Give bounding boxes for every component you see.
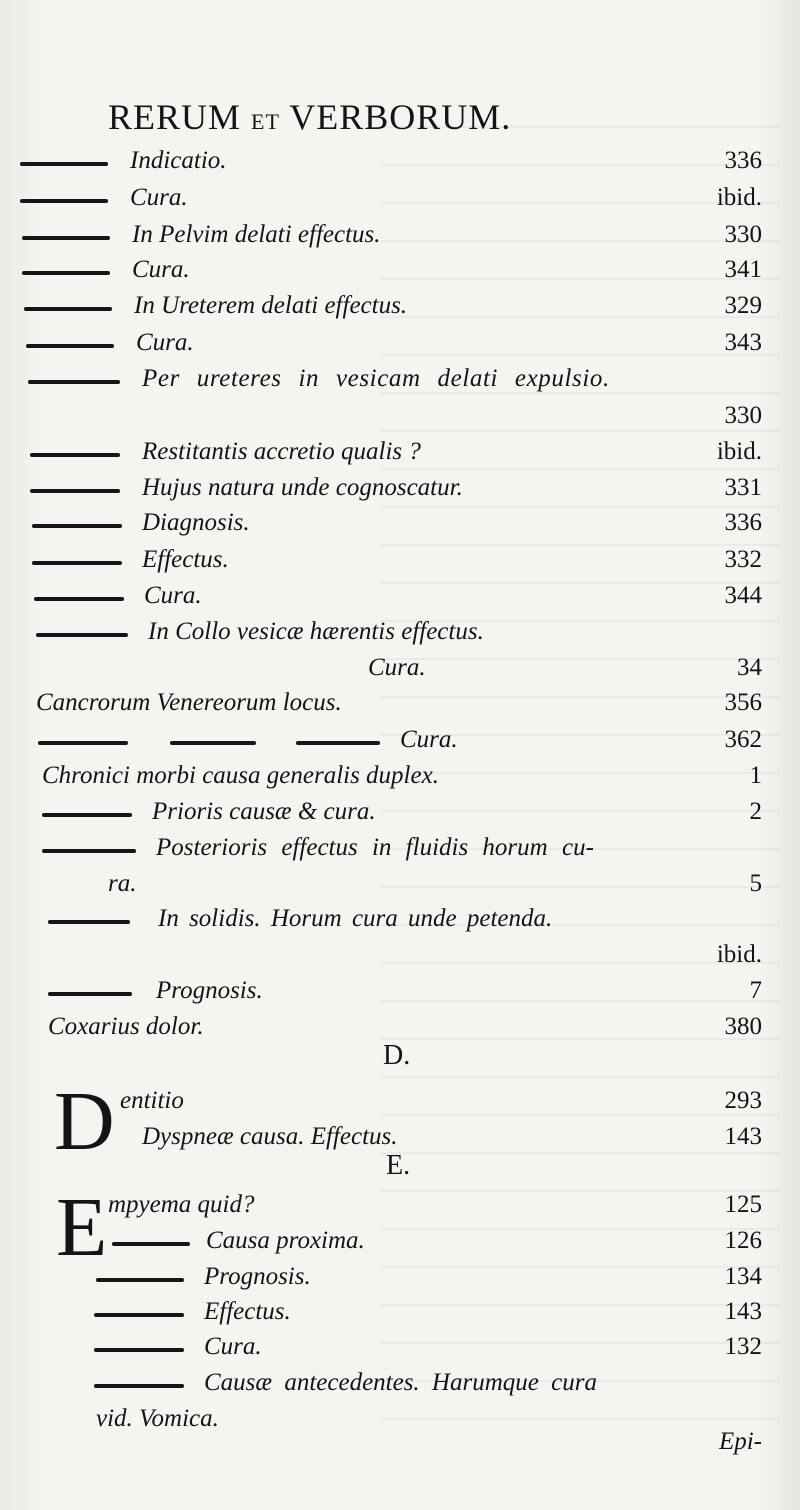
index-entry-page: 5 [749,870,762,897]
index-entry-page: 330 [724,221,762,248]
index-entry-page: 336 [724,509,762,536]
dash-rule [38,741,128,745]
index-entry-page: 344 [724,582,762,609]
dash-rule [28,380,120,384]
dash-rule [96,1278,184,1282]
dash-rule [94,1384,184,1388]
index-entry-page: 332 [724,546,762,573]
dash-rule [20,162,108,166]
dash-rule [20,199,108,203]
catchword: Epi- [718,1428,762,1455]
index-entry-page: 132 [724,1333,762,1360]
index-entry-text: Restitantis accretio qualis ? [142,438,421,465]
index-entry-text: Causa proxima. [206,1227,365,1254]
section-letter-d: D. [383,1040,411,1071]
dash-rule [36,633,128,637]
page-header [108,96,628,138]
index-entry-page: 380 [724,1013,762,1040]
dash-rule [296,741,380,745]
index-entry-text: mpyema quid? [108,1191,255,1218]
index-entry-text: Indicatio. [130,147,227,174]
index-entry-text: Dyspneæ causa. Effectus. [142,1123,398,1150]
dash-rule [32,561,122,565]
index-entry-text: Effectus. [204,1298,291,1325]
index-entry-text: Posterioris effectus in fluidis horum cu- [156,834,594,861]
index-entry-page: 362 [724,726,762,753]
index-entry-text: Cura. [400,726,458,753]
dash-rule [30,489,120,493]
index-entry-page: 341 [724,256,762,283]
dash-rule [22,271,110,275]
dash-rule [48,992,132,996]
dash-rule [94,1348,184,1352]
index-entry-page: 331 [724,474,762,501]
index-entry-page: 34 [737,654,762,681]
index-entry-text: ra. [108,870,137,897]
index-entry-text: Chronici morbi causa generalis duplex. [42,762,439,789]
index-entry-page: 343 [724,329,762,356]
dash-rule [22,236,110,240]
index-entry-text: Effectus. [142,546,229,573]
index-entry-page: ibid. [716,184,762,211]
index-entry-text: Causæ antecedentes. Harumque cura [204,1369,597,1396]
index-entry-text: Hujus natura unde cognoscatur. [142,474,463,501]
index-entry-page: 143 [724,1123,762,1150]
index-entry-text: vid. Vomica. [96,1405,219,1432]
index-entry-text: entitio [120,1087,184,1114]
index-entry-page: 125 [724,1191,762,1218]
index-entry-page: 7 [749,977,762,1004]
dash-rule [48,920,130,924]
index-entry-page: 336 [724,147,762,174]
index-entry-text: In Collo vesicæ hærentis effectus. [148,618,484,645]
index-entry-page: 143 [724,1298,762,1325]
index-entry-text: Cura. [130,184,188,211]
dash-rule [30,453,120,457]
index-entry-page: ibid. [716,941,762,968]
dash-rule [42,849,136,853]
index-entry-text: Cura. [136,329,194,356]
index-entry-text: Diagnosis. [142,509,250,536]
dash-rule [112,1242,190,1246]
header-word-et: ET [251,109,280,134]
dash-rule [24,307,112,311]
index-entry-page: 293 [724,1087,762,1114]
index-entry-page: ibid. [716,438,762,465]
bleed-through-texture [380,120,780,1420]
index-entry-text: In Pelvim delati effectus. [132,221,381,248]
dash-rule [170,741,256,745]
index-entry-text: Cura. [204,1333,262,1360]
dash-rule [26,344,114,348]
index-entry-text: Prognosis. [204,1263,311,1290]
drop-cap-e: E [56,1181,108,1274]
index-entry-text: Cura. [144,582,202,609]
dash-rule [32,524,122,528]
header-word-rerum: RERUM [108,97,242,137]
index-entry-text: In Ureterem delati effectus. [134,292,408,319]
index-entry-page: 330 [724,402,762,429]
index-entry-text: Coxarius dolor. [48,1013,204,1040]
index-entry-text: Prioris causæ & cura. [152,798,376,825]
index-entry-page: 329 [724,292,762,319]
dash-rule [34,597,124,601]
index-entry-text: Cancrorum Venereorum locus. [36,689,342,716]
drop-cap-d: D [54,1075,115,1168]
index-entry-page: 126 [724,1227,762,1254]
header-word-verborum: VERBORUM. [289,97,512,137]
index-entry-page: 356 [724,689,762,716]
index-entry-page: 2 [749,798,762,825]
section-letter-e: E. [386,1150,411,1181]
index-entry-text: Cura. [132,256,190,283]
index-entry-text: In solidis. Horum cura unde petenda. [158,905,553,932]
index-entry-text: Per ureteres in vesicam delati expulsio. [142,365,610,392]
dash-rule [94,1313,184,1317]
index-entry-page: 1 [749,762,762,789]
dash-rule [42,813,132,817]
index-entry-page: 134 [724,1263,762,1290]
index-entry-text: Cura. [368,654,426,681]
index-entry-text: Prognosis. [156,977,263,1004]
